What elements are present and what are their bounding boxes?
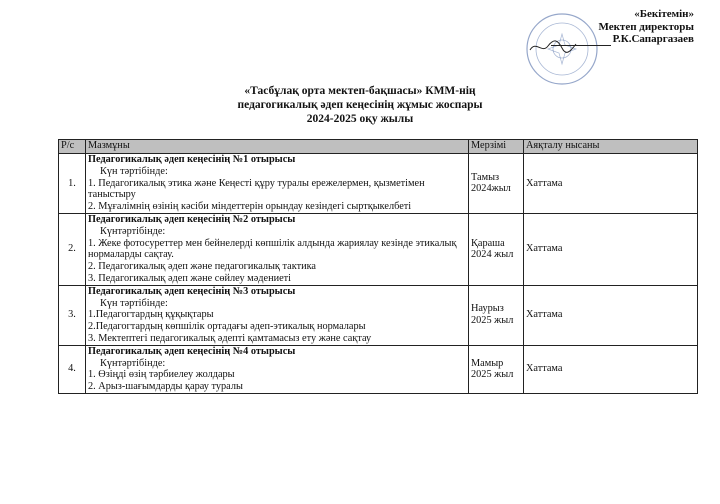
- row-completion: Хаттама: [524, 213, 698, 285]
- signature-line: [551, 45, 611, 46]
- deadline-year: 2024жыл: [471, 183, 511, 195]
- agenda-item: 1. Өзіңді өзің тәрбиелеу жолдары: [88, 369, 235, 381]
- agenda-label: Күн тәртібінде:: [100, 297, 168, 309]
- deadline-month: Тамыз: [471, 171, 500, 183]
- deadline-year: 2024 жыл: [471, 249, 514, 261]
- title-line-1: «Тасбұлақ орта мектеп-бақшасы» КММ-нің: [244, 85, 476, 97]
- session-title: Педагогикалық әдеп кеңесінің №3 отырысы: [88, 285, 296, 297]
- director-name: Р.К.Сапаргазаев: [612, 33, 694, 45]
- agenda-label: Күн тәртібінде:: [100, 165, 168, 177]
- approval-heading: «Бекітемін»: [634, 8, 694, 20]
- header-number: Р/с: [59, 140, 86, 154]
- agenda-item: 3. Мектептегі педагогикалық әдепті қамтамасыз ету және сақтау: [88, 332, 372, 344]
- session-title: Педагогикалық әдеп кеңесінің №4 отырысы: [88, 345, 296, 357]
- title-line-2: педагогикалық әдеп кеңесінің жұмыс жоспары: [237, 99, 483, 111]
- row-deadline: [469, 213, 524, 285]
- row-completion: Хаттама: [524, 154, 698, 214]
- agenda-label: Күнтәртібінде:: [100, 357, 166, 369]
- agenda-item: 2.Педагогтардың көпшілік ортадағы әдеп-этикалық нормалары: [88, 321, 366, 333]
- approval-block: [551, 8, 694, 46]
- row-completion: Хаттама: [524, 345, 698, 393]
- row-number: 3.: [59, 285, 86, 345]
- row-content: [86, 154, 469, 214]
- session-title: Педагогикалық әдеп кеңесінің №1 отырысы: [88, 154, 296, 165]
- table-row: [59, 285, 698, 345]
- approval-name-row: [551, 33, 694, 46]
- row-number: 4.: [59, 345, 86, 393]
- table-header-row: [59, 140, 698, 154]
- deadline-month: Мамыр: [471, 357, 504, 369]
- table-row: [59, 154, 698, 214]
- table-row: [59, 345, 698, 393]
- header-content: Мазмұны: [86, 140, 469, 154]
- deadline-year: 2025 жыл: [471, 369, 514, 381]
- agenda-label: Күнтәртібінде:: [100, 225, 166, 237]
- agenda-item: 1. Педагогикалық этика және Кеңесті құру туралы ережелермен, қызметімен таныстыру: [88, 177, 425, 201]
- row-content: [86, 345, 469, 393]
- header-completion: Аяқталу нысаны: [524, 140, 698, 154]
- agenda-item: 1. Жеке фотосуреттер мен бейнелерді көпшілік алдында жариялау кезінде этикалық нормаларды сақтау.: [88, 237, 457, 261]
- agenda-item: 2. Педагогикалық әдеп және педагогикалық тактика: [88, 261, 317, 273]
- row-number: 2.: [59, 213, 86, 285]
- agenda-item: 2. Мұғалімнің өзінің кәсіби міндеттерін орындау кезіндегі сыртқыкелбеті: [88, 201, 412, 213]
- row-deadline: [469, 285, 524, 345]
- approval-position: Мектеп директоры: [598, 20, 694, 33]
- plan-table: [58, 139, 698, 394]
- agenda-item: 1.Педагогтардың құқықтары: [88, 309, 214, 321]
- session-title: Педагогикалық әдеп кеңесінің №2 отырысы: [88, 213, 296, 225]
- document-title: [0, 84, 720, 126]
- row-deadline: [469, 154, 524, 214]
- title-line-3: 2024-2025 оқу жылы: [306, 113, 414, 125]
- header-deadline: Мерзімі: [469, 140, 524, 154]
- table-row: [59, 213, 698, 285]
- agenda-item: 3. Педагогикалық әдеп және сөйлеу мәдениеті: [88, 272, 292, 284]
- row-content: [86, 213, 469, 285]
- agenda-item: 2. Арыз-шағымдарды қарау туралы: [88, 381, 243, 393]
- deadline-year: 2025 жыл: [471, 315, 514, 327]
- row-number: 1.: [59, 154, 86, 214]
- deadline-month: Қараша: [471, 237, 505, 249]
- row-completion: Хаттама: [524, 285, 698, 345]
- row-deadline: [469, 345, 524, 393]
- deadline-month: Наурыз: [471, 303, 504, 315]
- row-content: [86, 285, 469, 345]
